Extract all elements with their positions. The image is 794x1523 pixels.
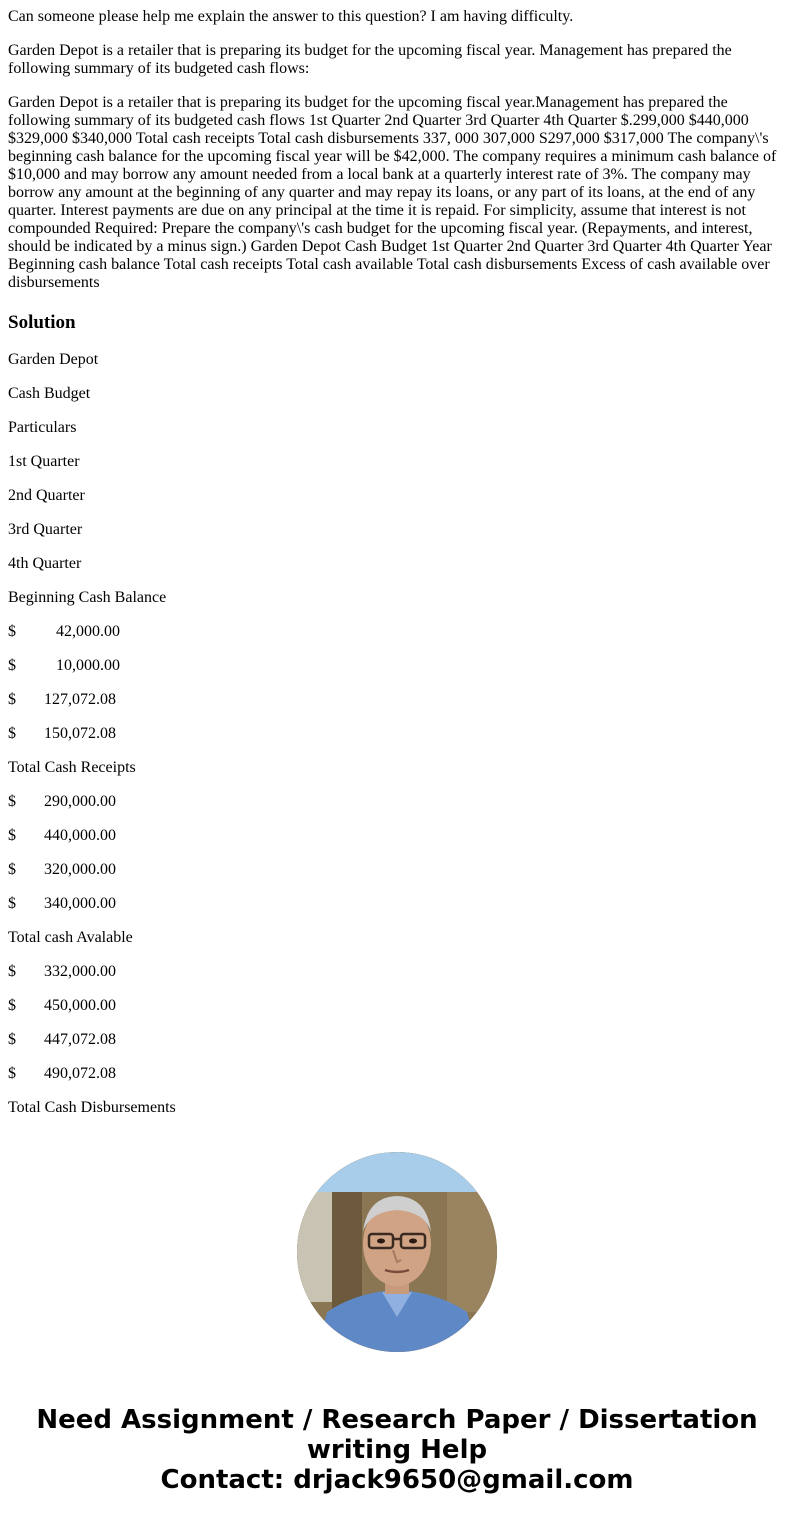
solution-title: Cash Budget <box>8 385 91 402</box>
row-label: Total Cash Receipts <box>8 759 136 776</box>
row-value: $ 490,072.08 <box>8 1065 116 1082</box>
row-value: $ 150,072.08 <box>8 725 116 742</box>
particulars-label: Particulars <box>8 419 77 436</box>
solution-company: Garden Depot <box>8 351 99 368</box>
tutor-avatar <box>297 1152 497 1352</box>
row-value: $ 127,072.08 <box>8 691 116 708</box>
quarter-label: 4th Quarter <box>8 555 82 572</box>
promo-contact: Contact: drjack9650@gmail.com <box>160 1465 634 1495</box>
quarter-label: 2nd Quarter <box>8 487 85 504</box>
row-value: $ 340,000.00 <box>8 895 116 912</box>
promo-text <box>0 1405 794 1495</box>
row-value: $ 290,000.00 <box>8 793 116 810</box>
row-label: Beginning Cash Balance <box>8 589 167 606</box>
row-value: $ 450,000.00 <box>8 997 116 1014</box>
solution-heading: Solution <box>8 312 76 333</box>
row-value: $ 440,000.00 <box>8 827 116 844</box>
quarter-label: 1st Quarter <box>8 453 80 470</box>
row-value: $ 42,000.00 <box>8 623 120 640</box>
question-intro: Can someone please help me explain the answer to this question? I am having difficulty. <box>8 8 574 25</box>
row-label: Total cash Avalable <box>8 929 133 946</box>
row-value: $ 332,000.00 <box>8 963 116 980</box>
promo-section <box>0 1152 794 1495</box>
question-full-text: Garden Depot is a retailer that is preparing its budget for the upcoming fiscal year.Management has prepared the following summary of its budgeted cash flows 1st Quarter 2nd Quarter 3rd Quarter 4th Quarter $.299,000 $440,000 $329,000 $340,000 Total cash receipts Total cash disbursements 337, 000 307,000 S297,000 $317,000 The company\'s beginning cash balance for the upcoming fiscal year will be $42,000. The company requires a minimum cash balance of $10,000 and may borrow any amount needed from a local bank at a quarterly interest rate of 3%. The company may borrow any amount at the beginning of any quarter and may repay its loans, or any part of its loans, at the end of any quarter. Interest payments are due on any principal at the time it is repaid. For simplicity, assume that interest is not compounded Required: Prepare the company\'s cash budget for the upcoming fiscal year. (Repayments, and interest, should be indicated by a minus sign.) Garden Depot Cash Budget 1st Quarter 2nd Quarter 3rd Quarter 4th Quarter Year Beginning cash balance Total cash receipts Total cash available Total cash disbursements Excess of cash available over disbursements <box>8 94 777 291</box>
tutor-portrait-icon <box>297 1152 497 1352</box>
row-value: $ 447,072.08 <box>8 1031 116 1048</box>
quarter-label: 3rd Quarter <box>8 521 83 538</box>
row-value: $ 10,000.00 <box>8 657 120 674</box>
promo-line-1: Need Assignment / Research Paper / Dissertation writing Help <box>36 1405 758 1465</box>
solution-list <box>8 351 786 1117</box>
question-summary: Garden Depot is a retailer that is preparing its budget for the upcoming fiscal year. Management has prepared the following summary of its budgeted cash flows: <box>8 42 732 77</box>
row-value: $ 320,000.00 <box>8 861 116 878</box>
row-label: Total Cash Disbursements <box>8 1099 176 1116</box>
